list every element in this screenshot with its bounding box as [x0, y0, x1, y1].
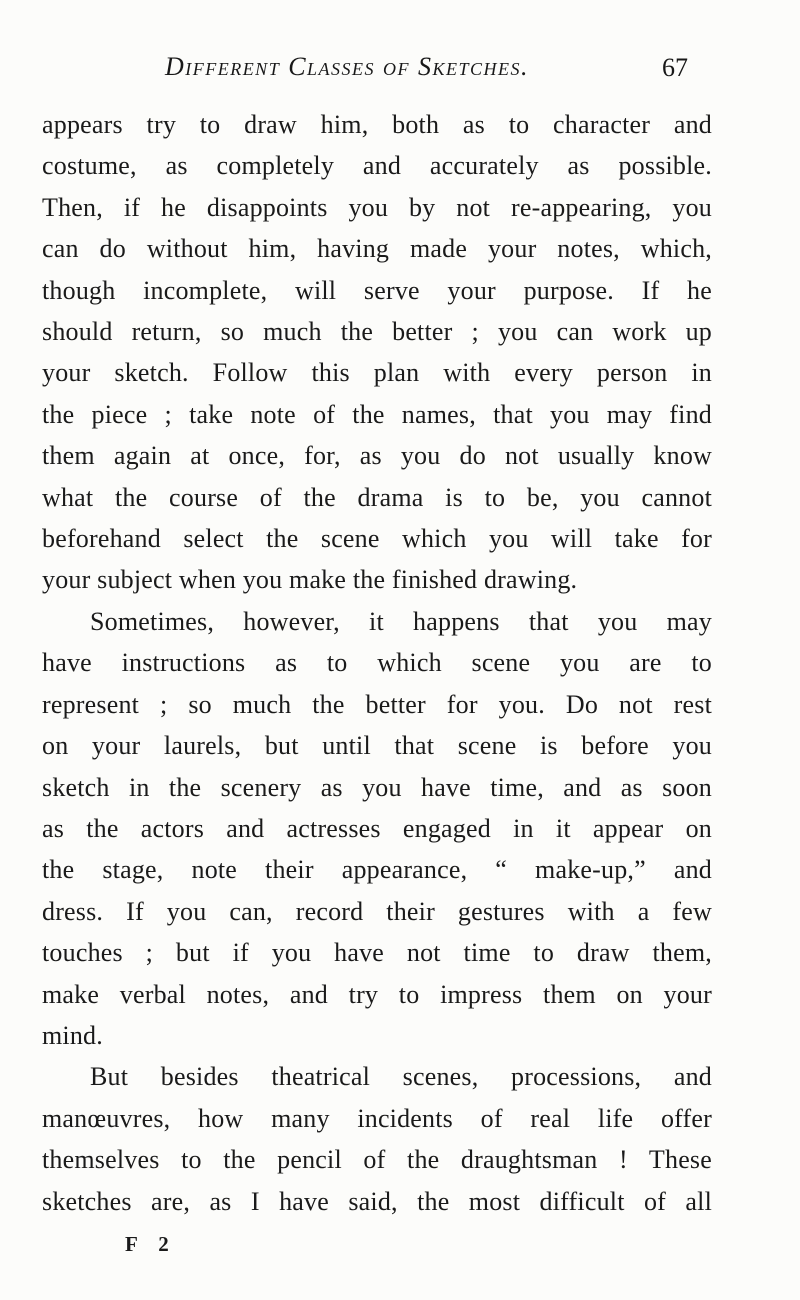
- text-line: can do without him, having made your notes, which,: [42, 234, 712, 264]
- text-line: touches ; but if you have not time to draw them,: [42, 938, 712, 968]
- paragraph-1: [42, 104, 712, 601]
- text-line: should return, so much the better ; you can work up: [42, 317, 712, 347]
- text-line: make verbal notes, and try to impress them on your: [42, 979, 712, 1009]
- text-line: though incomplete, will serve your purpose. If he: [42, 275, 712, 305]
- text-line: manœuvres, how many incidents of real life offer: [42, 1103, 712, 1133]
- text-line: dress. If you can, record their gestures with a few: [42, 896, 712, 926]
- text-line: themselves to the pencil of the draughtsman ! These: [42, 1145, 712, 1175]
- text-line: your subject when you make the finished drawing.: [42, 565, 578, 595]
- paragraph-3: [42, 1056, 712, 1222]
- running-header: [0, 52, 800, 88]
- running-header-title: Different Classes of Sketches.: [164, 52, 530, 81]
- body-text: [42, 104, 712, 1222]
- text-line: Sometimes, however, it happens that you may: [90, 606, 712, 636]
- text-line: Then, if he disappoints you by not re-appearing, you: [42, 192, 712, 222]
- text-line: the stage, note their appearance, “ make-up,” and: [42, 855, 712, 885]
- text-line: what the course of the drama is to be, you cannot: [42, 482, 712, 512]
- text-line: represent ; so much the better for you. Do not rest: [42, 689, 712, 719]
- text-line: them again at once, for, as you do not usually know: [42, 441, 712, 471]
- text-line: sketch in the scenery as you have time, and as soon: [42, 772, 712, 802]
- text-line: beforehand select the scene which you will take for: [42, 524, 712, 554]
- text-line: have instructions as to which scene you are to: [42, 648, 712, 678]
- text-line: costume, as completely and accurately as possible.: [42, 151, 712, 181]
- signature-mark: F 2: [125, 1232, 170, 1256]
- text-line: as the actors and actresses engaged in it appear on: [42, 813, 712, 843]
- text-line: sketches are, as I have said, the most difficult of all: [42, 1186, 712, 1216]
- page-number: 67: [662, 53, 688, 82]
- text-line: your sketch. Follow this plan with every person in: [42, 358, 712, 388]
- text-line: on your laurels, but until that scene is before you: [42, 731, 712, 761]
- text-line: But besides theatrical scenes, processions, and: [90, 1062, 712, 1092]
- paragraph-2: [42, 601, 712, 1056]
- text-line: appears try to draw him, both as to character and: [42, 110, 712, 139]
- text-line: mind.: [42, 1020, 103, 1050]
- text-line: the piece ; take note of the names, that you may find: [42, 399, 712, 429]
